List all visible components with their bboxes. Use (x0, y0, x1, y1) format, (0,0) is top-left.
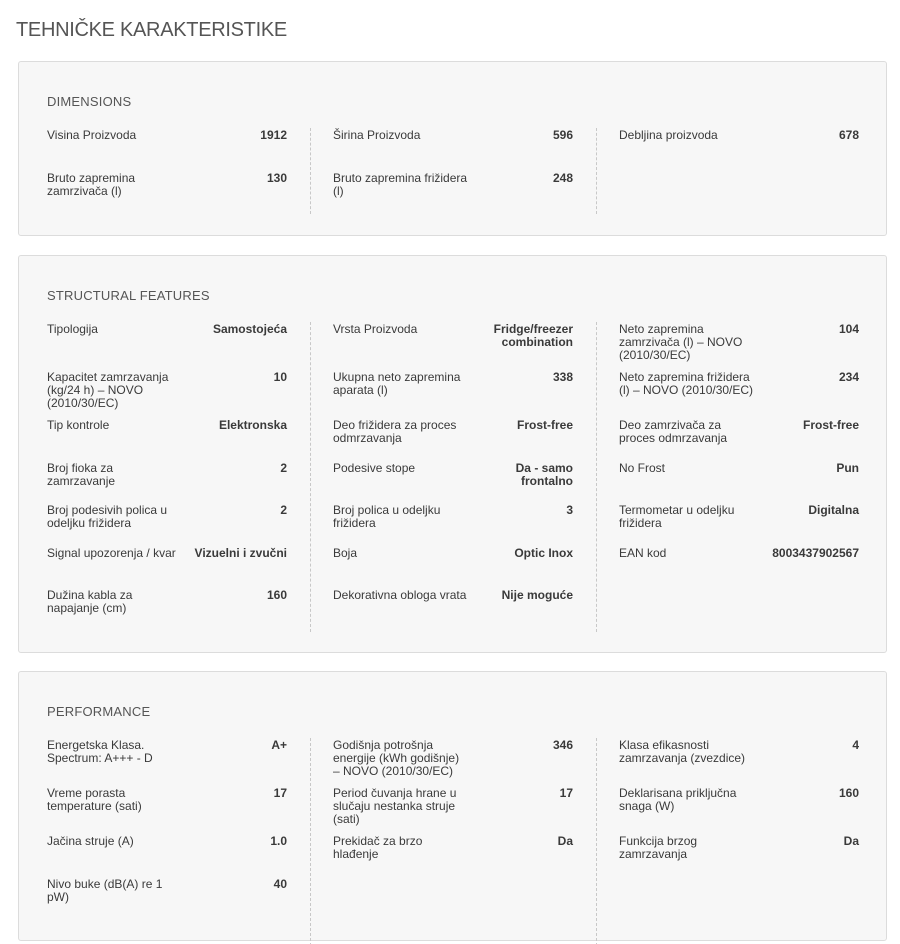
spec-value: 104 (838, 322, 859, 336)
spec-value: 3 (566, 503, 573, 517)
spec-value: Vizuelni i zvučni (194, 546, 287, 560)
section-structural-features (18, 255, 887, 653)
section-performance (18, 671, 887, 941)
spec-label: Ukupna neto zapremina aparata (l) (333, 370, 461, 397)
spec-label: Neto zapremina zamrzivača (l) – NOVO (2010/30/EC) (619, 322, 743, 362)
spec-value: Optic Inox (514, 546, 573, 560)
spec-label: Nivo buke (dB(A) re 1 pW) (47, 877, 163, 904)
spec-label: Bruto zapremina frižidera (l) (333, 171, 468, 198)
spec-row (47, 462, 287, 488)
spec-label: Tipologija (47, 322, 98, 336)
spec-column (311, 128, 597, 214)
spec-row (47, 835, 287, 848)
spec-label: Debljina proizvoda (619, 128, 718, 142)
section-title: DIMENSIONS (47, 94, 132, 109)
spec-label: Dužina kabla za napajanje (cm) (47, 588, 133, 615)
spec-row (619, 787, 859, 813)
spec-value: 160 (266, 588, 287, 602)
spec-label: Deklarisana priključna snaga (W) (619, 786, 737, 813)
spec-column (597, 322, 859, 632)
spec-row (333, 323, 573, 349)
spec-row (619, 739, 859, 765)
spec-label: Boja (333, 546, 358, 560)
spec-row (47, 323, 287, 336)
spec-value: Samostojeća (212, 322, 287, 336)
spec-value: 40 (273, 877, 287, 891)
spec-row (333, 462, 573, 488)
spec-row (47, 371, 287, 410)
spec-row (619, 323, 859, 362)
spec-value: Frost-free (516, 418, 573, 432)
spec-label: Bruto zapremina zamrzivača (l) (47, 171, 136, 198)
spec-value: Da (843, 834, 859, 848)
spec-row (619, 371, 859, 397)
spec-column (311, 738, 597, 944)
spec-label: Period čuvanja hrane u slučaju nestanka struje (sati) (333, 786, 457, 826)
spec-label: Vreme porasta temperature (sati) (47, 786, 142, 813)
spec-label: Vrsta Proizvoda (333, 322, 418, 336)
spec-label: Tip kontrole (47, 418, 110, 432)
spec-value: 346 (552, 738, 573, 752)
spec-row (47, 504, 287, 530)
spec-row (333, 787, 573, 826)
spec-label: No Frost (619, 461, 666, 475)
spec-row (333, 129, 573, 142)
spec-label: Dekorativna obloga vrata (333, 588, 467, 602)
spec-label: Podesive stope (333, 461, 416, 475)
spec-value: Pun (836, 461, 859, 475)
spec-value: Fridge/freezer combination (493, 322, 573, 349)
spec-label: Jačina struje (A) (47, 834, 134, 848)
spec-column (47, 128, 311, 214)
spec-value: Elektronska (218, 418, 287, 432)
spec-row (333, 419, 573, 445)
spec-column (597, 128, 859, 214)
spec-value: 678 (838, 128, 859, 142)
spec-row (333, 371, 573, 397)
spec-label: Signal upozorenja / kvar (47, 546, 176, 560)
spec-row (619, 547, 859, 560)
spec-value: 338 (552, 370, 573, 384)
spec-label: EAN kod (619, 546, 667, 560)
spec-value: 2 (280, 503, 287, 517)
spec-label: Broj fioka za zamrzavanje (47, 461, 116, 488)
spec-value: 1.0 (270, 834, 287, 848)
spec-row (333, 739, 573, 778)
spec-row (333, 589, 573, 602)
spec-value: Digitalna (808, 503, 859, 517)
spec-row (47, 547, 287, 560)
spec-label: Visina Proizvoda (47, 128, 137, 142)
spec-row (333, 172, 573, 198)
spec-value: A+ (271, 738, 287, 752)
spec-row (47, 589, 287, 615)
spec-label: Broj podesivih polica u odeljku frižidera (47, 503, 168, 530)
spec-value: 8003437902567 (772, 546, 859, 560)
spec-label: Termometar u odeljku frižidera (619, 503, 735, 530)
spec-row (333, 835, 573, 861)
section-dimensions (18, 61, 887, 236)
spec-value: 234 (838, 370, 859, 384)
spec-value: Frost-free (802, 418, 859, 432)
spec-label: Funkcija brzog zamrzavanja (619, 834, 698, 861)
spec-value: 596 (552, 128, 573, 142)
page-title: TEHNIČKE KARAKTERISTIKE (16, 19, 287, 41)
spec-row (333, 547, 573, 560)
spec-value: 17 (273, 786, 287, 800)
spec-label: Deo zamrzivača za proces odmrzavanja (619, 418, 728, 445)
spec-value: 160 (838, 786, 859, 800)
spec-grid (47, 128, 859, 214)
spec-value: 10 (273, 370, 287, 384)
spec-value: 130 (266, 171, 287, 185)
spec-label: Godišnja potrošnja energije (kWh godišnje) – NOVO (2010/30/EC) (333, 738, 460, 778)
spec-row (47, 787, 287, 813)
spec-row (333, 504, 573, 530)
spec-value: Da (557, 834, 573, 848)
spec-row (619, 504, 859, 530)
spec-label: Prekidač za brzo hlađenje (333, 834, 423, 861)
spec-grid (47, 322, 859, 632)
spec-value: 1912 (260, 128, 287, 142)
spec-grid (47, 738, 859, 944)
spec-value: 2 (280, 461, 287, 475)
spec-value: 17 (559, 786, 573, 800)
spec-label: Kapacitet zamrzavanja (kg/24 h) – NOVO (2010/30/EC) (47, 370, 169, 410)
spec-label: Neto zapremina frižidera (l) – NOVO (2010/30/EC) (619, 370, 754, 397)
spec-value: Da - samo frontalno (515, 461, 573, 488)
spec-row (47, 739, 287, 765)
spec-row (619, 835, 859, 861)
spec-row (619, 419, 859, 445)
spec-column (47, 322, 311, 632)
spec-row (47, 172, 287, 198)
spec-label: Deo frižidera za proces odmrzavanja (333, 418, 457, 445)
spec-value: 248 (552, 171, 573, 185)
spec-row (619, 462, 859, 475)
spec-value: Nije moguće (501, 588, 573, 602)
spec-label: Broj polica u odeljku frižidera (333, 503, 441, 530)
spec-row (47, 419, 287, 432)
spec-label: Širina Proizvoda (333, 128, 421, 142)
spec-column (597, 738, 859, 878)
section-title: PERFORMANCE (47, 704, 151, 719)
spec-value: 4 (852, 738, 859, 752)
spec-label: Energetska Klasa. Spectrum: A+++ - D (47, 738, 153, 765)
spec-row (47, 129, 287, 142)
spec-row (619, 129, 859, 142)
section-title: STRUCTURAL FEATURES (47, 288, 210, 303)
spec-label: Klasa efikasnosti zamrzavanja (zvezdice) (619, 738, 746, 765)
spec-row (47, 878, 287, 904)
spec-column (311, 322, 597, 632)
spec-column (47, 738, 311, 944)
